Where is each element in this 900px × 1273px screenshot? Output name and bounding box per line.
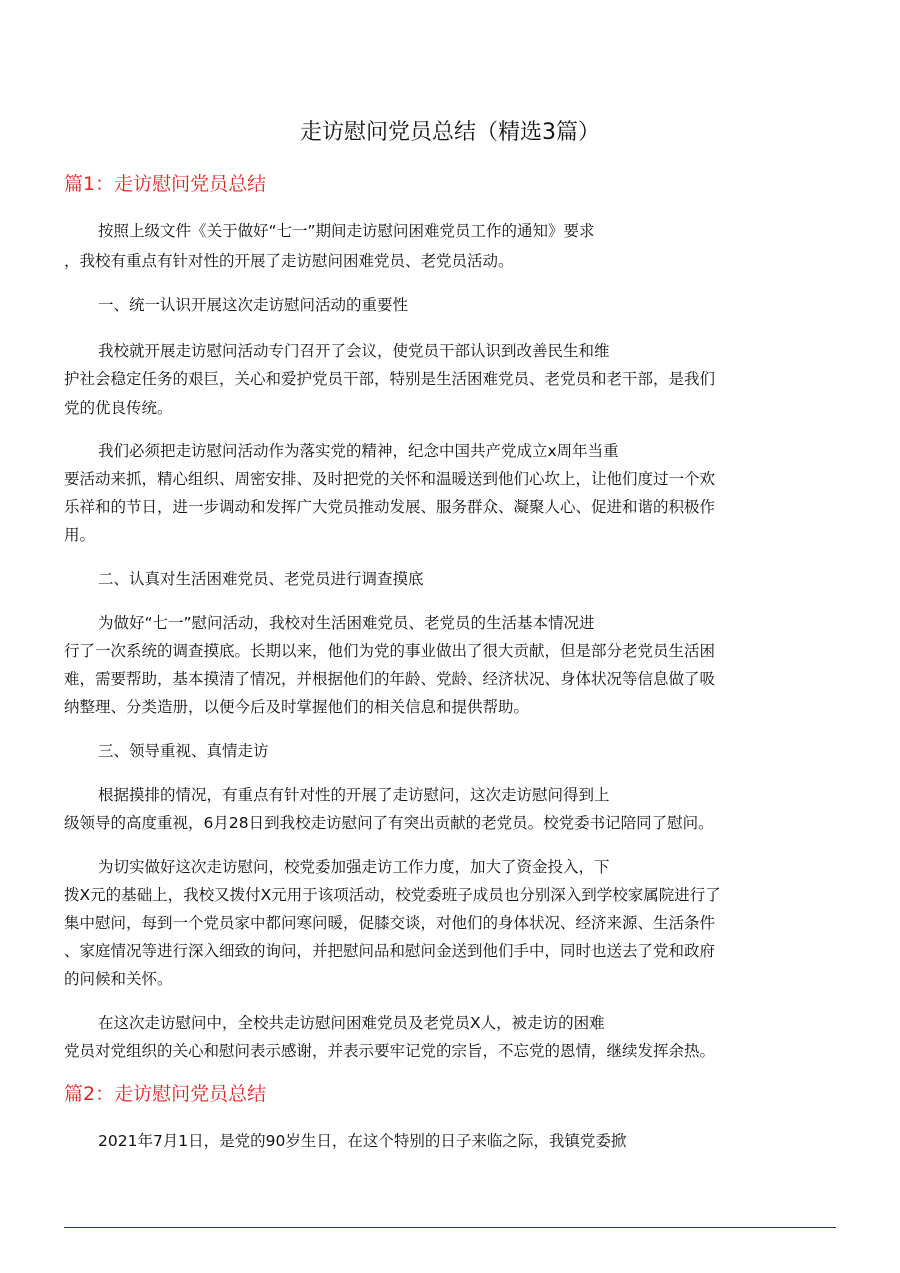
paragraph-line: 乐祥和的节日，进一步调动和发挥广大党员推动发展、服务群众、凝聚人心、促进和谐的积极作	[64, 498, 716, 516]
paragraph-line: 行了一次系统的调查摸底。长期以来，他们为党的事业做出了很大贡献，但是部分老党员生活困	[64, 642, 716, 660]
paragraph-line: 为做好“七一”慰问活动，我校对生活困难党员、老党员的生活基本情况进	[98, 614, 595, 632]
paragraph-line: 党的优良传统。	[64, 399, 173, 417]
paragraph-line: 按照上级文件《关于做好“七一”期间走访慰问困难党员工作的通知》要求	[98, 222, 595, 240]
paragraph-line: 拨X元的基础上，我校又拨付X元用于该项活动，校党委班子成员也分别深入到学校家属院进行了	[64, 886, 721, 904]
paragraph-line: 、家庭情况等进行深入细致的询问，并把慰问品和慰问金送到他们手中，同时也送去了党和政府	[64, 942, 716, 960]
document-title: 走访慰问党员总结（精选3篇）	[300, 120, 600, 145]
paragraph-line: 为切实做好这次走访慰问，校党委加强走访工作力度，加大了资金投入，下	[98, 858, 610, 876]
paragraph-line: 用。	[64, 526, 96, 544]
paragraph-line: ，我校有重点有针对性的开展了走访慰问困难党员、老党员活动。	[64, 252, 514, 270]
paragraph-line: 党员对党组织的关心和慰问表示感谢，并表示要牢记党的宗旨，不忘党的恩情，继续发挥余热。	[64, 1042, 716, 1060]
paragraph-line: 护社会稳定任务的艰巨，关心和爱护党员干部，特别是生活困难党员、老党员和老干部，是我们	[64, 370, 716, 388]
paragraph-line: 纳整理、分类造册，以便今后及时掌握他们的相关信息和提供帮助。	[64, 698, 530, 716]
paragraph-line: 2021年7月1日，是党的90岁生日，在这个特别的日子来临之际，我镇党委掀	[98, 1132, 627, 1150]
paragraph-line: 在这次走访慰问中，全校共走访慰问困难党员及老党员X人，被走访的困难	[98, 1014, 605, 1032]
paragraph-line: 级领导的高度重视，6月28日到我校走访慰问了有突出贡献的老党员。校党委书记陪同了慰问。	[64, 814, 714, 832]
paragraph-line: 难，需要帮助，基本摸清了情况，并根据他们的年龄、党龄、经济状况、身体状况等信息做了吸	[64, 670, 716, 688]
paragraph-line: 的问候和关怀。	[64, 970, 173, 988]
paragraph-line: 我校就开展走访慰问活动专门召开了会议，使党员干部认识到改善民生和维	[98, 342, 610, 360]
section-heading-2: 篇2：走访慰问党员总结	[64, 1083, 267, 1105]
section-heading-1: 篇1：走访慰问党员总结	[64, 173, 267, 195]
subheading-3: 三、领导重视、真情走访	[98, 742, 269, 760]
paragraph-line: 根据摸排的情况，有重点有针对性的开展了走访慰问，这次走访慰问得到上	[98, 786, 610, 804]
footer-divider	[64, 1227, 836, 1228]
paragraph-line: 要活动来抓，精心组织、周密安排、及时把党的关怀和温暖送到他们心坎上，让他们度过一个欢	[64, 470, 716, 488]
subheading-2: 二、认真对生活困难党员、老党员进行调查摸底	[98, 570, 424, 588]
paragraph-line: 集中慰问，每到一个党员家中都问寒问暖，促膝交谈，对他们的身体状况、经济来源、生活条件	[64, 914, 716, 932]
paragraph-line: 我们必须把走访慰问活动作为落实党的精神，纪念中国共产党成立x周年当重	[98, 442, 619, 460]
subheading-1: 一、统一认识开展这次走访慰问活动的重要性	[98, 296, 409, 314]
